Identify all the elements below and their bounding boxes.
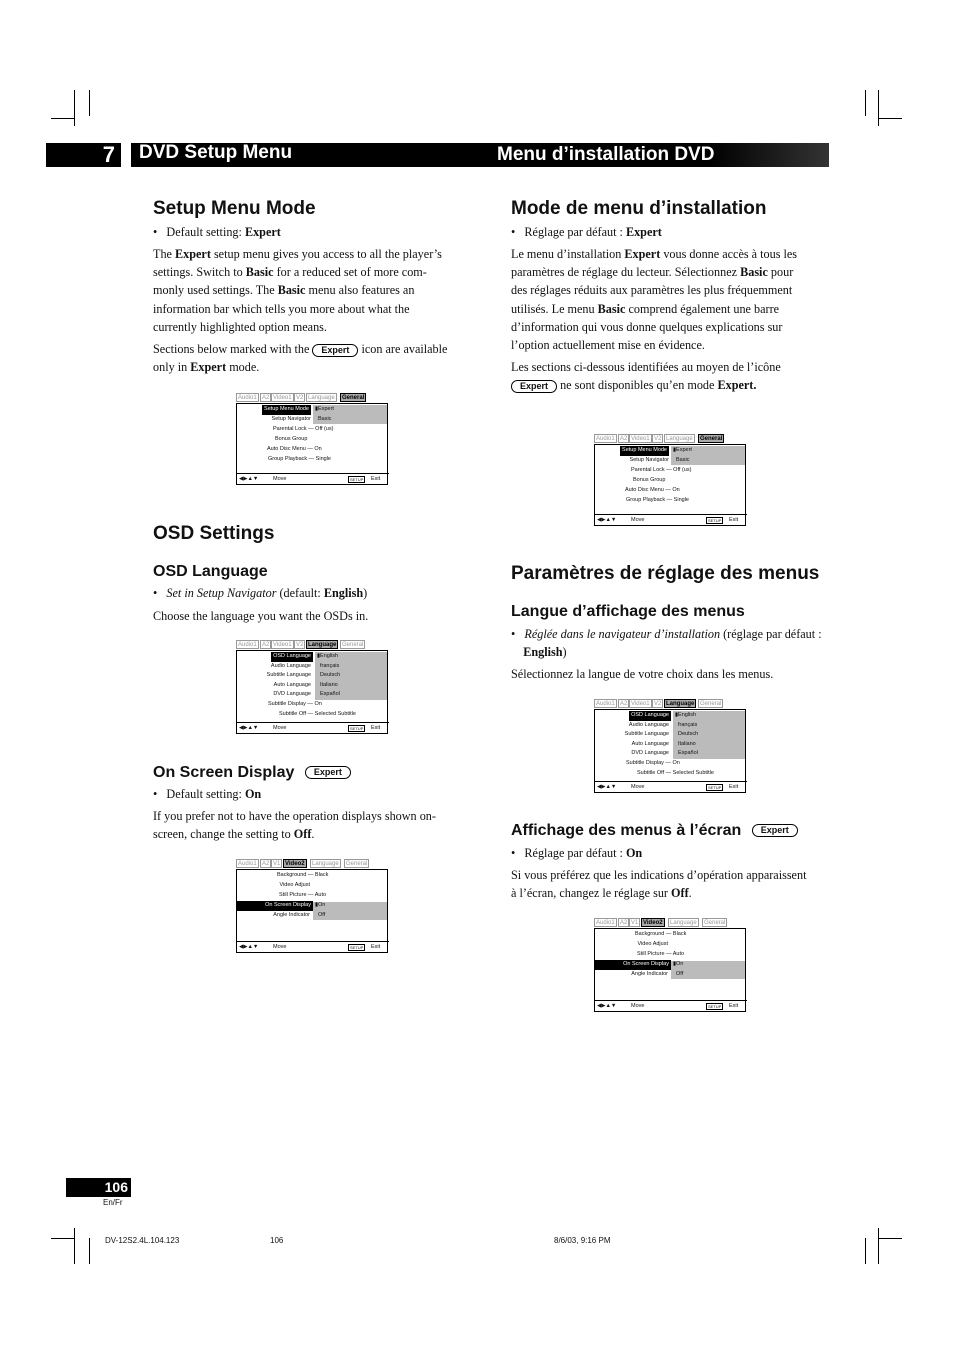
arrows-icon: ◀▶▲▼	[597, 1003, 617, 1009]
tab-a2: A2	[262, 395, 270, 401]
row-angle-indicator: Angle Indicator	[273, 912, 310, 918]
row-video-adjust: Video Adjust	[637, 941, 668, 947]
tab-audio1: Audio1	[238, 395, 257, 401]
row-setup-menu-mode: Setup Menu Mode	[620, 446, 669, 456]
move-label: Move	[273, 725, 287, 731]
exit-label: Exit	[729, 1003, 739, 1009]
osd-bottom-bar	[237, 941, 389, 952]
row-subtitle-language: Subtitle Language	[624, 731, 669, 737]
tab-audio1: Audio1	[596, 920, 615, 926]
osd-frame	[594, 709, 746, 793]
move-label: Move	[631, 517, 645, 523]
row-subtitle-off: Subtitle Off — Selected Subtitle	[637, 770, 714, 776]
paragraph-expert-note: Sections below marked with the Expert icon are available only in Expert mode.	[153, 342, 448, 375]
row-bonus-group: Bonus Group	[275, 436, 308, 442]
chapter-title-fr	[487, 143, 829, 167]
crop-mark	[51, 118, 75, 119]
arrows-icon: ◀▶▲▼	[597, 784, 617, 790]
crop-mark	[89, 90, 90, 116]
osd-tabs	[594, 918, 746, 928]
crop-mark	[865, 90, 866, 116]
value: Expert	[244, 225, 281, 239]
row-subtitle-off: Subtitle Off — Selected Subtitle	[279, 711, 356, 717]
row-angle-indicator: Angle Indicator	[631, 971, 668, 977]
print-date: 8/6/03, 9:16 PM	[554, 1236, 611, 1245]
row-background: Background — Black	[635, 931, 687, 937]
option-on: ▮On	[673, 961, 684, 967]
move-label: Move	[273, 944, 287, 950]
bullet-default-setting: • Default setting: Expert	[153, 225, 281, 239]
osd-tabs	[236, 640, 388, 650]
row-auto-language: Auto Language	[631, 741, 669, 747]
tab-general: General	[346, 861, 368, 867]
header-gradient	[709, 143, 829, 167]
expert-badge-icon: Expert	[312, 344, 358, 357]
row-background: Background — Black	[277, 872, 329, 878]
tab-v2: V2	[654, 436, 662, 442]
option-italiano: Italiano	[678, 741, 696, 747]
section-title-setup-mode: Setup Menu Mode	[153, 198, 316, 219]
osd-screenshot-language-fr	[594, 699, 746, 793]
bullet-default-on: • Default setting: On	[153, 787, 262, 801]
row-auto-disc-menu: Auto Disc Menu — On	[267, 446, 322, 452]
tab-v2: V2	[296, 395, 304, 401]
row-on-screen-display: On Screen Display	[621, 960, 671, 970]
expert-badge-icon: Expert	[511, 380, 557, 393]
tab-a2: A2	[620, 701, 628, 707]
osd-screenshot-language	[236, 640, 388, 734]
exit-label: Exit	[729, 517, 739, 523]
osd-bottom-bar	[595, 1000, 747, 1011]
page-number-small: 106	[270, 1236, 284, 1245]
row-dvd-language: DVD Language	[273, 691, 311, 697]
paragraph-setup-intro: The Expert setup menu gives you access to all the player’s settings. Switch to Basic for a reduced set of more com- monly used settings. The Basic menu also features an information bar which tells you more about what the currently highlighted option means.	[153, 247, 442, 334]
move-label: Move	[273, 476, 287, 482]
arrows-icon: ◀▶▲▼	[239, 944, 259, 950]
osd-frame	[236, 403, 388, 485]
osd-bottom-bar	[237, 473, 389, 484]
osd-bottom-bar	[595, 781, 747, 792]
tab-general: General	[700, 701, 722, 707]
option-basic: Basic	[318, 416, 332, 422]
subsection-title-osd-language: OSD Language	[153, 563, 268, 580]
row-setup-menu-mode: Setup Menu Mode	[262, 405, 311, 415]
section-title-setup-mode-fr: Mode de menu d’installation	[511, 198, 767, 219]
tab-v2: V2	[654, 701, 662, 707]
row-parental-lock: Parental Lock — Off (us)	[631, 467, 692, 473]
setup-icon: SETUP	[708, 785, 722, 790]
tab-general: General	[704, 920, 726, 926]
row-dvd-language: DVD Language	[631, 750, 669, 756]
paragraph-osd-language-fr: Sélectionnez la langue de votre choix dans les menus.	[511, 667, 774, 681]
tab-v1: V1	[631, 920, 639, 926]
tab-video1: Video1	[631, 701, 650, 707]
doc-code: DV-12S2.4L.104.123	[105, 1236, 180, 1245]
osd-bottom-bar	[595, 514, 747, 525]
tab-video1: Video1	[631, 436, 650, 442]
crop-mark	[89, 1238, 90, 1264]
chapter-title-fr-text: Menu d’installation DVD	[497, 144, 715, 165]
row-subtitle-language: Subtitle Language	[266, 672, 311, 678]
tab-language: Language	[670, 920, 697, 926]
crop-mark	[878, 118, 902, 119]
osd-tabs	[236, 393, 388, 403]
tab-general: General	[700, 436, 723, 442]
row-bonus-group: Bonus Group	[633, 477, 666, 483]
tab-video1: Video1	[273, 395, 292, 401]
subsection-title-on-screen-display-fr: Affichage des menus à l’écran Expert	[511, 822, 798, 840]
tab-audio1: Audio1	[596, 701, 615, 707]
tab-language: Language	[308, 642, 337, 648]
row-still-picture: Still Picture — Auto	[279, 892, 327, 898]
option-francais: français	[678, 722, 698, 728]
row-still-picture: Still Picture — Auto	[637, 951, 685, 957]
row-osd-language: OSD Language	[629, 711, 671, 721]
paragraph-osd-language: Choose the language you want the OSDs in.	[153, 609, 369, 623]
tab-v2: V2	[296, 642, 304, 648]
setup-icon: SETUP	[350, 945, 364, 950]
osd-screenshot-setup-mode	[236, 393, 388, 485]
setup-icon: SETUP	[350, 477, 364, 482]
tab-language: Language	[308, 395, 335, 401]
subsection-title-on-screen-display: On Screen Display Expert	[153, 764, 351, 782]
row-video-adjust: Video Adjust	[279, 882, 310, 888]
row-audio-language: Audio Language	[270, 663, 311, 669]
subsection-title-osd-language-fr: Langue d’affichage des menus	[511, 603, 745, 620]
osd-frame	[594, 444, 746, 526]
tab-video2: Video2	[285, 861, 305, 867]
tab-video1: Video1	[273, 642, 292, 648]
tab-audio1: Audio1	[238, 642, 257, 648]
exit-label: Exit	[371, 725, 381, 731]
tab-audio1: Audio1	[238, 861, 257, 867]
row-parental-lock: Parental Lock — Off (us)	[273, 426, 334, 432]
paragraph-expert-note-fr: Les sections ci-dessous identifiées au moyen de l’icône Expert ne sont disponibles qu’en mode Expert.	[511, 360, 781, 393]
osd-bottom-bar	[237, 722, 389, 733]
bullet-default-on-fr: • Réglage par défaut : On	[511, 846, 643, 860]
tab-a2: A2	[262, 642, 270, 648]
row-subtitle-display: Subtitle Display — On	[626, 760, 680, 766]
chapter-title-en: DVD Setup Menu	[131, 143, 487, 167]
arrows-icon: ◀▶▲▼	[239, 725, 259, 731]
exit-label: Exit	[729, 784, 739, 790]
label: Default setting:	[166, 225, 245, 239]
crop-mark	[51, 1238, 75, 1239]
crop-mark	[74, 1228, 75, 1264]
bullet-default-setting-fr: • Réglage par défaut : Expert	[511, 225, 662, 239]
option-deutsch: Deutsch	[320, 672, 341, 678]
osd-screenshot-setup-mode-fr	[594, 434, 746, 526]
tab-language: Language	[666, 436, 693, 442]
option-expert: ▮Expert	[315, 406, 334, 412]
option-espanol: Español	[678, 750, 698, 756]
osd-screenshot-display	[236, 859, 388, 953]
option-deutsch: Deutsch	[678, 731, 699, 737]
tab-video2: Video2	[643, 920, 663, 926]
bullet-osd-language: • Set in Setup Navigator (default: English)	[153, 586, 368, 600]
crop-mark	[878, 1228, 879, 1264]
row-auto-language: Auto Language	[273, 682, 311, 688]
osd-tabs	[236, 859, 388, 869]
move-label: Move	[631, 784, 645, 790]
paragraph-on-screen-fr: Si vous préférez que les indications d’opération apparaissent à l’écran, changez le réglage sur Off.	[511, 868, 807, 901]
option-english: ▮English	[317, 653, 339, 659]
osd-screenshot-display-fr	[594, 918, 746, 1012]
osd-frame	[594, 928, 746, 1012]
option-basic: Basic	[676, 457, 690, 463]
option-on: ▮On	[315, 902, 326, 908]
tab-language: Language	[666, 701, 695, 707]
crop-mark	[878, 1238, 902, 1239]
row-setup-navigator: Setup Navigator	[271, 416, 311, 422]
row-on-screen-display: On Screen Display	[263, 901, 313, 911]
row-group-playback: Group Playback — Single	[268, 456, 331, 462]
tab-v1: V1	[273, 861, 281, 867]
row-subtitle-display: Subtitle Display — On	[268, 701, 322, 707]
crop-mark	[865, 1238, 866, 1264]
language-indicator: En/Fr	[103, 1198, 123, 1207]
option-espanol: Español	[320, 691, 340, 697]
option-off: Off	[318, 912, 326, 918]
setup-icon: SETUP	[708, 518, 722, 523]
paragraph-on-screen: If you prefer not to have the operation displays shown on- screen, change the setting to Off.	[153, 809, 436, 842]
osd-frame	[236, 650, 388, 734]
option-francais: français	[320, 663, 340, 669]
osd-tabs	[594, 699, 746, 709]
tab-general: General	[342, 395, 365, 401]
tab-a2: A2	[620, 920, 628, 926]
osd-frame	[236, 869, 388, 953]
row-auto-disc-menu: Auto Disc Menu — On	[625, 487, 680, 493]
chapter-number: 7	[46, 143, 121, 167]
row-audio-language: Audio Language	[628, 722, 669, 728]
setup-icon: SETUP	[708, 1004, 722, 1009]
crop-mark	[878, 90, 879, 126]
option-italiano: Italiano	[320, 682, 338, 688]
paragraph-setup-intro-fr: Le menu d’installation Expert vous donne accès à tous les paramètres de réglage du lecteur. Sélectionnez Basic pour des réglages réduits aux paramètres les plus fréquemment utilisés. Le menu Basic comprend également une barre d’information qui vous donne quelques explications sur l’option actuellement mise en évidence.	[511, 247, 798, 353]
osd-tabs	[594, 434, 746, 444]
row-group-playback: Group Playback — Single	[626, 497, 689, 503]
row-osd-language: OSD Language	[271, 652, 313, 662]
arrows-icon: ◀▶▲▼	[597, 517, 617, 523]
arrows-icon: ◀▶▲▼	[239, 476, 259, 482]
tab-a2: A2	[620, 436, 628, 442]
option-english: ▮English	[675, 712, 697, 718]
tab-language: Language	[312, 861, 339, 867]
move-label: Move	[631, 1003, 645, 1009]
tab-audio1: Audio1	[596, 436, 615, 442]
setup-icon: SETUP	[350, 726, 364, 731]
page-number: 106	[66, 1178, 131, 1197]
section-title-osd-settings: OSD Settings	[153, 523, 275, 544]
exit-label: Exit	[371, 476, 381, 482]
bullet-osd-language-fr: • Réglée dans le navigateur d’installation (réglage par défaut : English)	[511, 627, 822, 659]
exit-label: Exit	[371, 944, 381, 950]
expert-badge-icon: Expert	[752, 824, 798, 837]
option-expert: ▮Expert	[673, 447, 692, 453]
tab-a2: A2	[262, 861, 270, 867]
tab-general: General	[342, 642, 364, 648]
crop-mark	[74, 90, 75, 126]
row-setup-navigator: Setup Navigator	[629, 457, 669, 463]
option-off: Off	[676, 971, 684, 977]
expert-badge-icon: Expert	[305, 766, 351, 779]
section-title-osd-settings-fr: Paramètres de réglage des menus	[511, 563, 820, 584]
